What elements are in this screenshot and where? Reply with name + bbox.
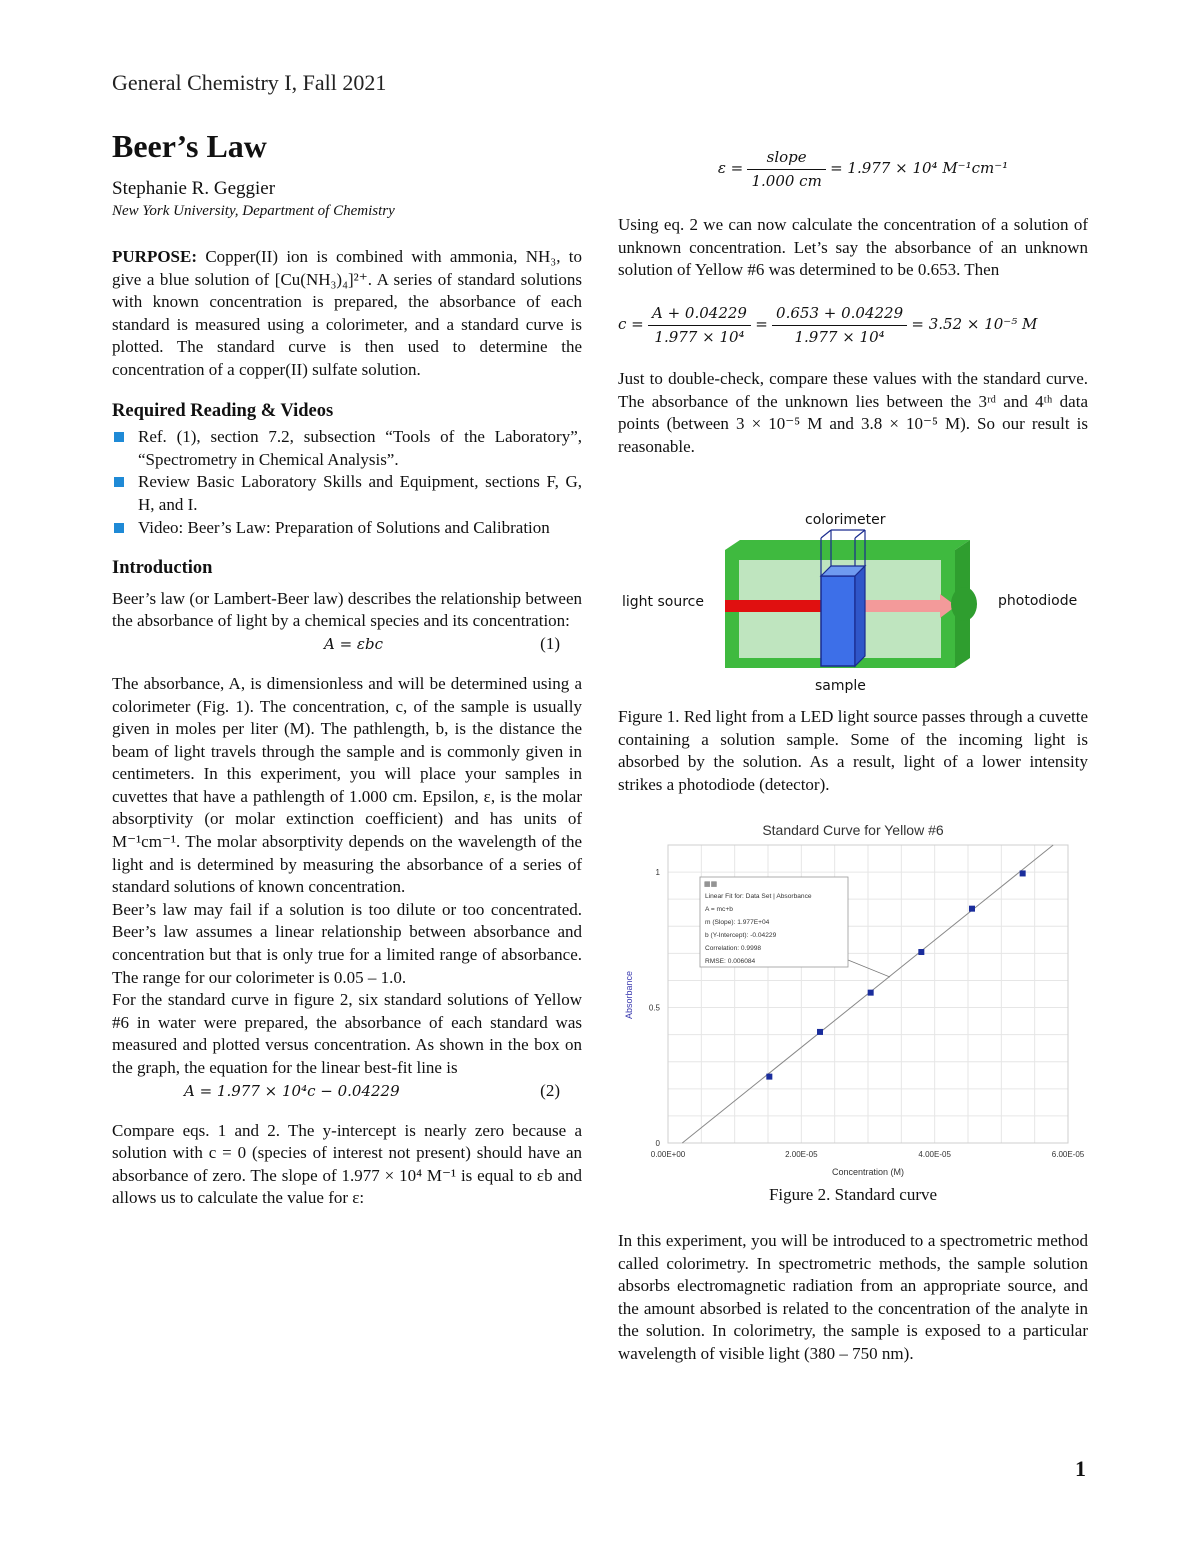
- photodiode-label: photodiode: [998, 593, 1078, 609]
- purpose-label: PURPOSE:: [112, 247, 197, 266]
- complex-formula: [Cu(NH₃)₄]²⁺: [274, 269, 368, 289]
- author: Stephanie R. Geggier: [112, 178, 276, 199]
- data-point: [969, 906, 975, 912]
- required-heading: Required Reading & Videos: [112, 400, 334, 421]
- page-title: Beer’s Law: [112, 128, 267, 164]
- data-point: [766, 1074, 772, 1080]
- data-point: [868, 990, 874, 996]
- intro-paragraph-4: For the standard curve in figure 2, six standard solutions of Yellow #6 in water were prepared, the absorbance of each standard was measured and plotted versus concentration. As shown in the box on the graph, the equation for the linear best-fit line is: [112, 990, 582, 1077]
- data-point: [918, 949, 924, 955]
- c-denominator-1: 1.977 × 10⁴: [654, 327, 745, 346]
- c-lhs: c =: [618, 314, 644, 333]
- legend-line: m (Slope): 1.977E+04: [705, 919, 770, 926]
- right-column: [618, 146, 1088, 459]
- data-point: [1020, 870, 1026, 876]
- equation-1: [112, 633, 582, 657]
- page-number: 1: [1075, 1456, 1086, 1481]
- standard-curve-svg: [618, 815, 1088, 1180]
- list-item: Ref. (1), section 7.2, subsection “Tools of the Laboratory”, “Spectrometry in Chemical Analysis”.: [112, 426, 582, 471]
- x-tick-labels: [651, 1150, 1085, 1159]
- list-item: Video: Beer’s Law: Preparation of Solutions and Calibration: [112, 517, 582, 540]
- figure-2-caption: Figure 2. Standard curve: [768, 1185, 938, 1204]
- intro-paragraph-5: Compare eqs. 1 and 2. The y-intercept is nearly zero because a solution with c = 0 (species of interest not present) should have an absorbance of zero. The slope of 1.977 × 10⁴ M⁻¹ is equal to εb and allows us to calculate the value for ε:: [112, 1120, 582, 1208]
- box-top-face: [725, 540, 970, 550]
- c-rhs: = 3.52 × 10⁻⁵ M: [911, 314, 1038, 333]
- purpose-text-before: Copper(II) ion is combined with ammonia, NH₃, to give a blue solution of: [112, 247, 582, 289]
- data-point: [817, 1029, 823, 1035]
- figure-1: [618, 508, 1088, 698]
- list-item: Review Basic Laboratory Skills and Equipment, sections F, G, H, and I.: [112, 471, 582, 516]
- eps-rhs: = 1.977 × 10⁴ M⁻¹cm⁻¹: [830, 159, 1009, 177]
- x-tick-label: 4.00E-05: [918, 1150, 951, 1159]
- equation-2-text: A = 1.977 × 10⁴c − 0.04229: [184, 1081, 400, 1100]
- right-paragraph-2: Just to double-check, compare these values with the standard curve. The absorbance of the unknown lies between the 3ʳᵈ and 4ᵗʰ data points (between 3 × 10⁻⁵ M and 3.8 × 10⁻⁵ M). So our result is reasonable.: [618, 369, 1088, 456]
- concentration-equation: [618, 302, 1088, 348]
- legend-line: RMSE: 0.006084: [705, 958, 756, 965]
- cuvette-side: [855, 566, 865, 666]
- legend-icon: ▦▦: [704, 880, 718, 888]
- sample-label: sample: [815, 678, 866, 694]
- eps-fraction: [747, 146, 825, 192]
- intro-paragraph-1: Beer’s law (or Lambert-Beer law) describes the relationship between the absorbance of light by a chemical species and its concentration:: [112, 588, 582, 631]
- legend-line: A = mc+b: [705, 906, 733, 913]
- equation-2-number: (2): [540, 1080, 560, 1100]
- affiliation: New York University, Department of Chemistry: [112, 203, 395, 219]
- light-beam: [725, 600, 825, 612]
- left-column: [112, 246, 582, 1210]
- course-header: General Chemistry I, Fall 2021: [112, 70, 387, 95]
- equation-1-text: A = εbc: [324, 634, 383, 653]
- legend-pointer: [848, 960, 890, 977]
- cuvette-edge: [821, 530, 831, 538]
- cuvette-edge: [855, 530, 865, 538]
- x-tick-label: 6.00E-05: [1051, 1150, 1085, 1159]
- figure-2-chart: [618, 815, 1088, 1180]
- x-tick-label: 2.00E-05: [785, 1150, 818, 1159]
- right-paragraph-3: In this experiment, you will be introduced to a spectrometric method called colorimetry. In spectrometric methods, the sample solution absorbs electromagnetic radiation from an appropriate source, and the amount absorbed is related to the concentration of the analyte in the solution. In colorimetry, the sample is exposed to a particular wavelength of visible light (380 – 750 nm).: [618, 1231, 1088, 1363]
- y-tick-label: 1: [655, 868, 660, 878]
- y-tick-label: 0.5: [648, 1003, 660, 1013]
- eps-lhs: ε =: [717, 159, 744, 177]
- purpose-paragraph: [112, 246, 582, 382]
- x-tick-label: 0.00E+00: [650, 1150, 686, 1159]
- figure-1-caption: Figure 1. Red light from a LED light source passes through a cuvette containing a solution sample. Some of the incoming light is absorbed by the solution. As a result, light of a lower intensity strikes a photodiode (detector).: [618, 707, 1088, 794]
- purpose-text-after: . A series of standard solutions with known concentration is prepared, the absorbance of each standard is measured using a colorimeter, and a standard curve is plotted. The standard curve is then used to determine the concentration of a copper(II) sulfate solution.: [112, 269, 583, 379]
- x-axis-label: Concentration (M): [831, 1167, 905, 1177]
- eps-denominator: 1.000 cm: [751, 171, 822, 190]
- intro-paragraph-2: The absorbance, A, is dimensionless and will be determined using a colorimeter (Fig. 1). The concentration, c, of the sample is usually given in moles per liter (M). The pathlength, b, is the distance the beam of light travels through the sample and is commonly given in centimeters. In this experiment, you will place your samples in cuvettes that have a pathlength of 1.000 cm. Epsilon, ε, is the molar absorptivity (or molar extinction coefficient) and has units of M⁻¹cm⁻¹. The molar absorptivity depends on the wavelength of the light and is determined by measuring the absorbance of a series of standard solutions of known concentration.: [112, 673, 582, 897]
- y-tick-label: 0: [655, 1139, 660, 1148]
- light-source-label: light source: [622, 594, 704, 610]
- c-numerator-2: 0.653 + 0.04229: [772, 302, 907, 326]
- y-axis-label: Absorbance: [624, 970, 634, 1020]
- intro-paragraph-3: Beer’s law may fail if a solution is too dilute or too concentrated. Beer’s law assumes a linear relationship between absorbance and concentration but that is only true for a limited range of absorbance. The range for our colorimeter is 0.05 – 1.0.: [112, 899, 582, 987]
- y-tick-labels: [649, 868, 661, 1148]
- c-denominator-2: 1.977 × 10⁴: [794, 327, 885, 346]
- chart-title: Standard Curve for Yellow #6: [762, 822, 944, 838]
- cuvette: [821, 576, 855, 666]
- c-fraction-2: [772, 302, 907, 348]
- legend-line: Correlation: 0.9998: [705, 945, 762, 952]
- photodiode: [951, 587, 977, 621]
- legend-title: Linear Fit for: Data Set | Absorbance: [705, 893, 812, 900]
- introduction-heading: Introduction: [112, 558, 213, 579]
- equation-2: [112, 1080, 582, 1104]
- c-numerator-1: A + 0.04229: [648, 302, 751, 326]
- epsilon-equation: [618, 146, 1088, 192]
- c-fraction-1: [648, 302, 751, 348]
- colorimeter-label: colorimeter: [805, 512, 886, 528]
- required-list: [112, 426, 582, 539]
- right-paragraph-1: Using eq. 2 we can now calculate the concentration of a solution of unknown concentration. Let’s say the absorbance of an unknown solution of Yellow #6 was determined to be 0.653. Then: [618, 215, 1088, 280]
- equation-1-number: (1): [540, 633, 560, 653]
- c-equals: =: [755, 314, 768, 333]
- legend-line: b (Y-Intercept): -0.04229: [705, 932, 777, 939]
- eps-numerator: slope: [747, 146, 825, 170]
